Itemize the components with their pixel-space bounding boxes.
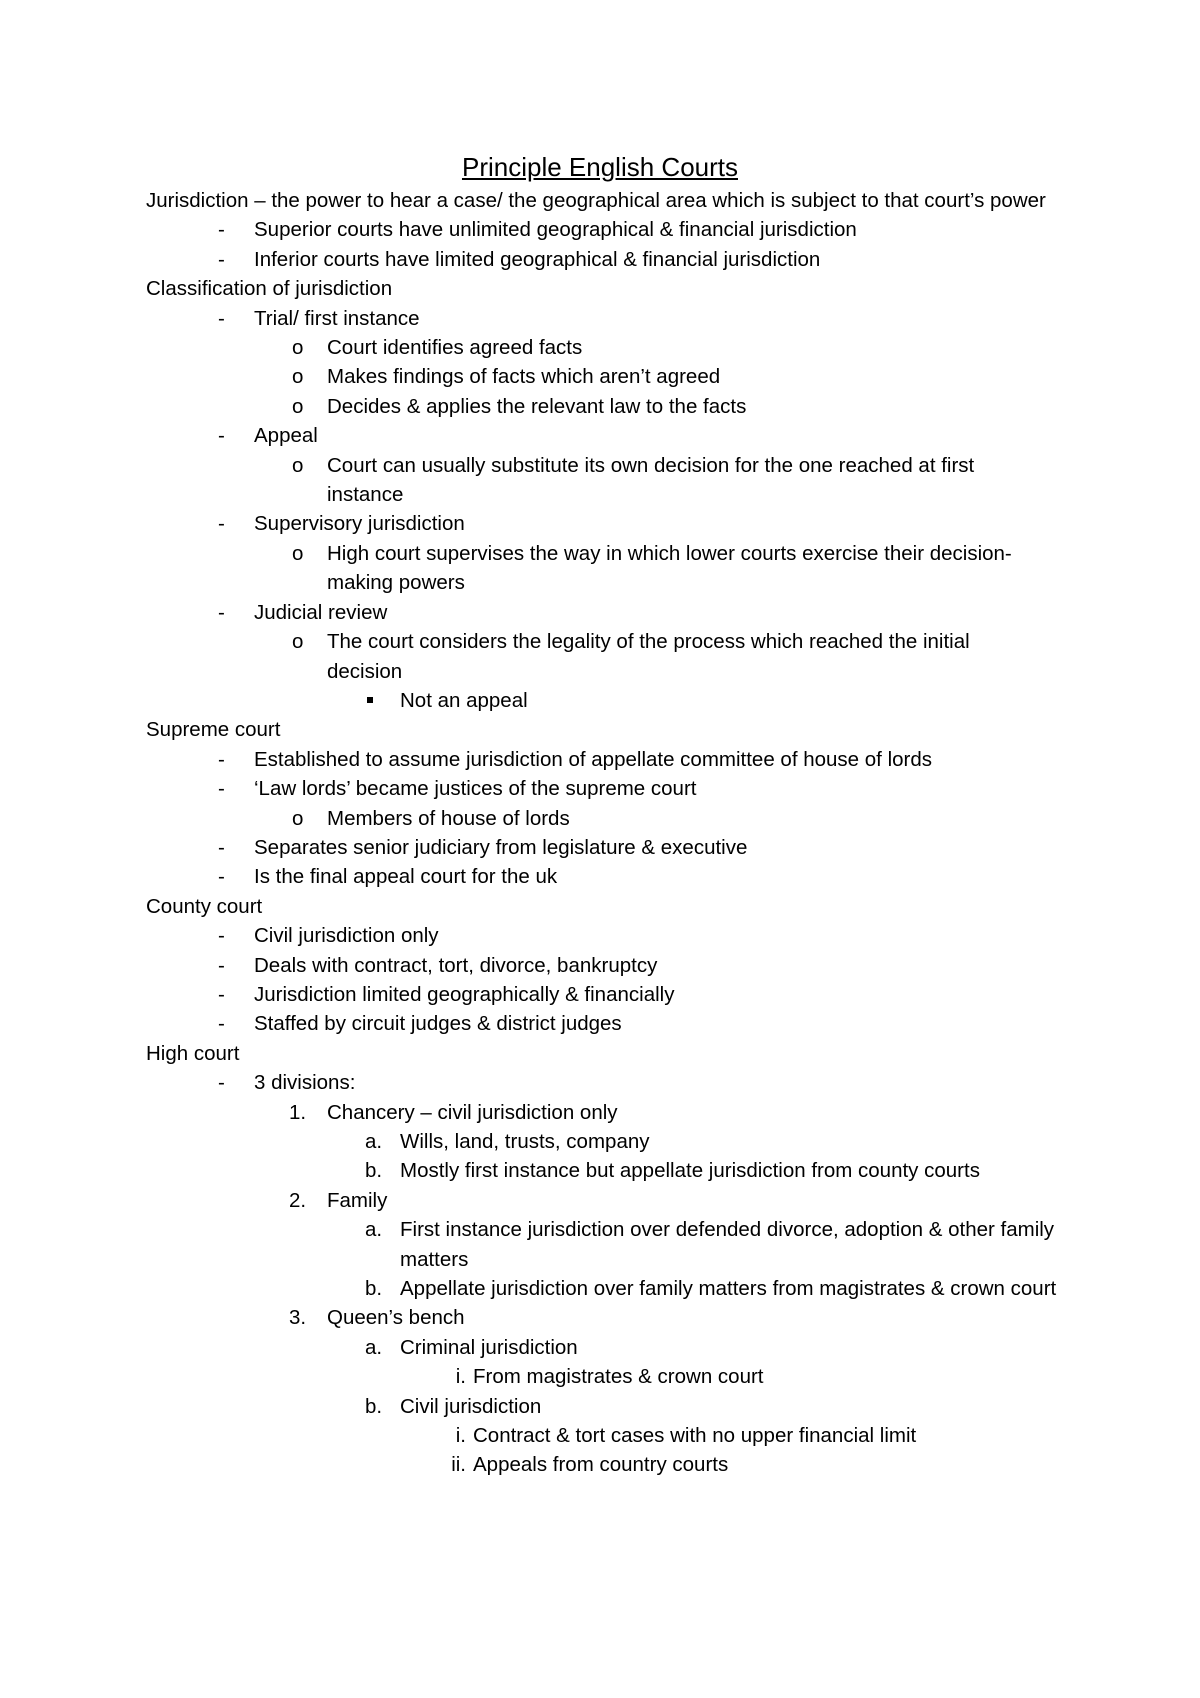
list-item-text: Criminal jurisdiction — [400, 1335, 578, 1359]
list-item-text: Contract & tort cases with no upper financial limit — [473, 1424, 917, 1448]
list-item-text: Mostly first instance but appellate jurisdiction from county courts — [400, 1159, 980, 1183]
list-item — [146, 1127, 1066, 1156]
list-marker: b. — [365, 1394, 383, 1418]
list-item — [146, 627, 1027, 686]
list-marker: o — [292, 336, 304, 360]
list-item — [146, 304, 1066, 333]
list-item-text: Supreme court — [146, 718, 281, 742]
list-marker: 1. — [289, 1100, 307, 1124]
list-marker: - — [218, 424, 225, 448]
list-item-text: Superior courts have unlimited geographical & financial jurisdiction — [254, 218, 857, 242]
list-item-text: From magistrates & crown court — [473, 1365, 764, 1389]
list-item-text: Judicial review — [254, 600, 388, 624]
list-item-text: Chancery – civil jurisdiction only — [327, 1100, 618, 1124]
list-marker: - — [218, 747, 225, 771]
square-bullet-icon — [367, 697, 373, 703]
list-marker: - — [218, 247, 225, 271]
list-item — [146, 245, 1066, 274]
list-item — [146, 509, 1066, 538]
list-marker: - — [218, 512, 225, 536]
list-marker: - — [218, 600, 225, 624]
section-heading — [146, 274, 1066, 303]
list-item — [146, 686, 1066, 715]
list-item — [146, 1333, 1066, 1362]
page-title: Principle English Courts — [461, 152, 738, 182]
list-item — [146, 774, 1066, 803]
list-item — [146, 1009, 1066, 1038]
list-item-text: Not an appeal — [400, 688, 528, 712]
list-marker: o — [292, 394, 304, 418]
list-marker: o — [292, 541, 304, 565]
list-item-text: Is the final appeal court for the uk — [254, 865, 558, 889]
list-item-text: Established to assume jurisdiction of appellate committee of house of lords — [254, 747, 933, 771]
list-item — [146, 1215, 1066, 1274]
list-item — [146, 539, 1027, 598]
list-marker: - — [218, 865, 225, 889]
list-item — [146, 980, 1066, 1009]
list-marker: i. — [455, 1365, 466, 1389]
section-heading — [146, 1039, 1066, 1068]
list-item-text: Deals with contract, tort, divorce, bankruptcy — [254, 953, 658, 977]
list-marker: - — [218, 924, 225, 948]
list-item — [146, 215, 1066, 244]
list-item — [146, 1156, 1066, 1185]
section-heading — [146, 186, 1066, 215]
list-marker: 3. — [289, 1306, 307, 1330]
list-item-text: Wills, land, trusts, company — [400, 1130, 650, 1153]
list-item — [146, 804, 1027, 833]
list-item-text: Members of house of lords — [327, 806, 570, 830]
list-item-text: Separates senior judiciary from legislature & executive — [254, 835, 748, 859]
list-item — [146, 745, 1066, 774]
list-item-text: Classification of jurisdiction — [146, 277, 393, 301]
list-item-text: Court identifies agreed facts — [327, 336, 583, 360]
list-item-text: Jurisdiction – the power to hear a case/ the geographical area which is subject to that court’s power — [146, 189, 1046, 212]
list-marker: a. — [365, 1218, 383, 1242]
list-marker: - — [218, 982, 225, 1006]
list-marker: b. — [365, 1277, 383, 1301]
list-marker: i. — [455, 1424, 466, 1448]
list-item-text: Appeals from country courts — [473, 1453, 729, 1477]
list-item — [146, 1068, 1066, 1097]
list-item-text: Civil jurisdiction only — [254, 924, 439, 948]
list-item — [146, 1450, 1066, 1479]
list-item — [146, 1274, 1066, 1303]
list-item-text: High court — [146, 1041, 240, 1065]
list-item-text: Appellate jurisdiction over family matters from magistrates & crown court — [400, 1277, 1057, 1301]
list-marker: o — [292, 806, 304, 830]
list-item — [146, 951, 1066, 980]
list-item — [146, 392, 1027, 421]
list-item-text: Inferior courts have limited geographical & financial jurisdiction — [254, 247, 821, 271]
list-item-text: Queen’s bench — [327, 1306, 465, 1330]
list-marker: ii. — [451, 1453, 466, 1477]
list-item-text: 3 divisions: — [254, 1071, 356, 1095]
list-marker: o — [292, 630, 304, 654]
notes-body — [146, 186, 1066, 1480]
list-item-text: Staffed by circuit judges & district judges — [254, 1012, 622, 1036]
section-heading — [146, 892, 1066, 921]
list-item-text: Decides & applies the relevant law to the facts — [327, 394, 747, 418]
list-item — [146, 862, 1066, 891]
list-marker: a. — [365, 1130, 383, 1153]
list-item — [146, 421, 1066, 450]
list-marker: o — [292, 453, 304, 477]
list-item — [146, 598, 1066, 627]
list-marker: - — [218, 835, 225, 859]
list-marker: - — [218, 218, 225, 242]
list-item — [146, 921, 1066, 950]
list-item-text: The court considers the legality of the process which reached the initial decision — [327, 630, 970, 683]
list-item — [146, 1098, 1027, 1127]
list-marker: - — [218, 1012, 225, 1036]
list-item — [146, 1303, 1027, 1332]
list-item — [146, 451, 1027, 510]
list-item — [146, 1392, 1066, 1421]
list-item-text: High court supervises the way in which lower courts exercise their decision-making powers — [327, 541, 1012, 595]
list-item-text: County court — [146, 894, 263, 918]
list-item-text: Makes findings of facts which aren’t agreed — [327, 365, 721, 389]
list-item — [146, 1421, 1066, 1450]
list-item — [146, 333, 1027, 362]
list-marker: a. — [365, 1335, 383, 1359]
list-marker: - — [218, 777, 225, 801]
list-item-text: Trial/ first instance — [254, 306, 420, 330]
list-marker: b. — [365, 1159, 383, 1183]
list-item-text: Court can usually substitute its own decision for the one reached at first instance — [327, 453, 975, 507]
list-item — [146, 833, 1066, 862]
list-item-text: Civil jurisdiction — [400, 1394, 542, 1418]
list-item — [146, 362, 1027, 391]
section-heading — [146, 715, 1066, 744]
list-item — [146, 1186, 1027, 1215]
list-marker: - — [218, 306, 225, 330]
list-item-text: Family — [327, 1188, 388, 1212]
list-item-text: ‘Law lords’ became justices of the supreme court — [254, 777, 697, 801]
list-item-text: Jurisdiction limited geographically & financially — [254, 982, 675, 1006]
list-item-text: Appeal — [254, 424, 318, 448]
list-item — [146, 1362, 1066, 1391]
list-marker: - — [218, 953, 225, 977]
list-item-text: First instance jurisdiction over defended divorce, adoption & other family matters — [400, 1218, 1055, 1271]
list-item-text: Supervisory jurisdiction — [254, 512, 465, 536]
list-marker: 2. — [289, 1188, 307, 1212]
list-marker: - — [218, 1071, 225, 1095]
list-marker: o — [292, 365, 304, 389]
